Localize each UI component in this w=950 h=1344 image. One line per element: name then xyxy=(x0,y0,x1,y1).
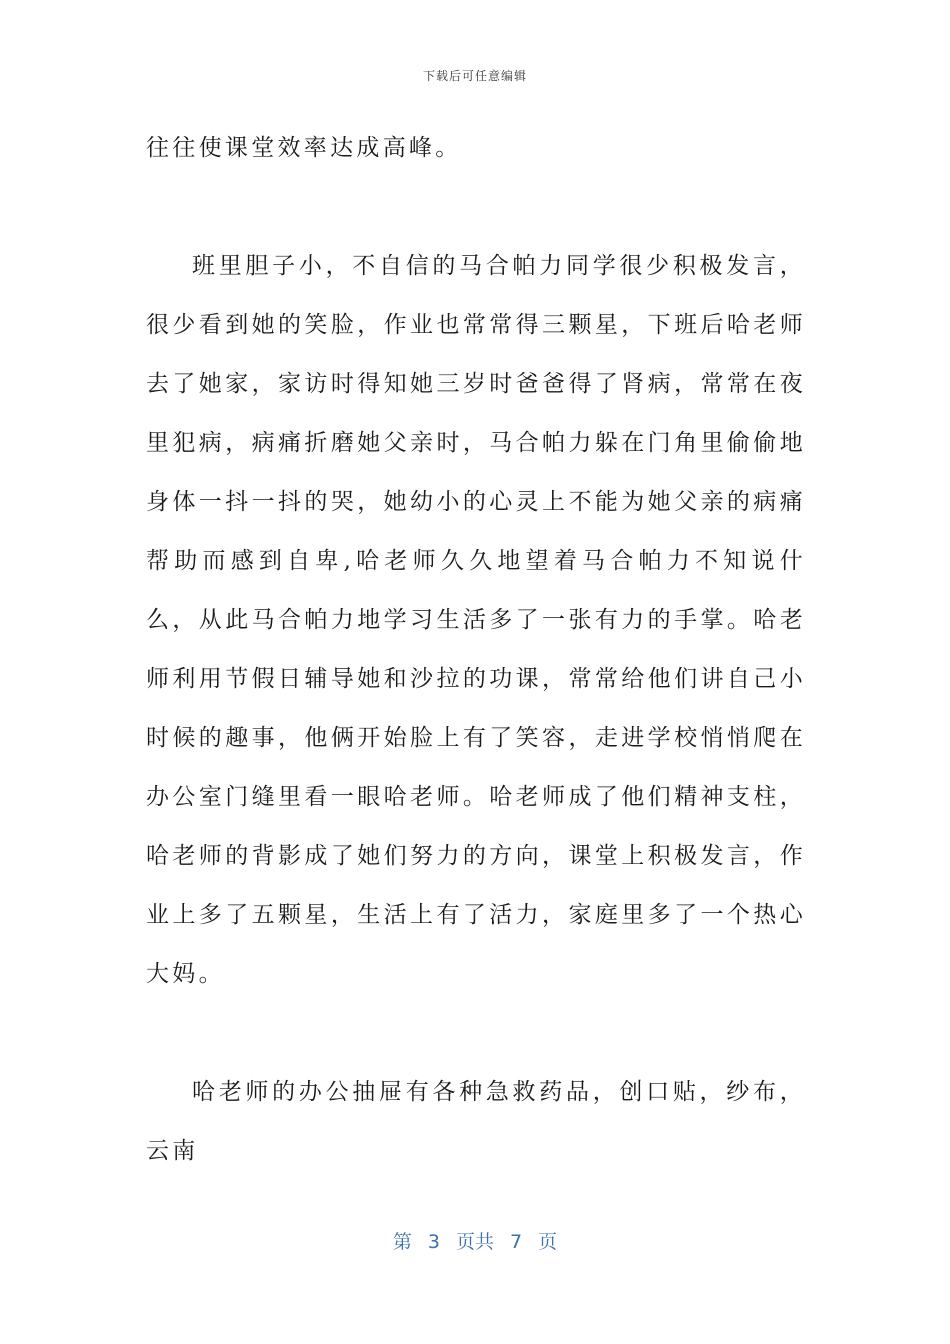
paragraph-3: 哈老师的办公抽屉有各种急救药品，创口贴，纱布，云南 xyxy=(146,1079,806,1164)
page-footer xyxy=(0,1227,950,1254)
document-body xyxy=(146,119,806,1181)
footer-total-pages: 7 xyxy=(510,1231,523,1253)
footer-total-suffix: 页 xyxy=(538,1231,558,1253)
footer-page-label: 第 xyxy=(392,1231,412,1253)
footer-total-prefix: 页共 xyxy=(455,1231,494,1253)
page-header-note: 下载后可任意编辑 xyxy=(422,69,527,83)
paragraph-2: 班里胆子小，不自信的马合帕力同学很少积极发言，很少看到她的笑脸，作业也常常得三颗星，下班后哈老师去了她家，家访时得知她三岁时爸爸得了肾病，常常在夜里犯病，病痛折磨她父亲时，马合帕力躲在门角里偷偷地身体一抖一抖的哭，她幼小的心灵上不能为她父亲的病痛帮助而感到自卑,哈老师久久地望着马合帕力不知说什么，从此马合帕力地学习生活多了一张有力的手掌。哈老师利用节假日辅导她和沙拉的功课，常常给他们讲自己小时候的趣事，他俩开始脸上有了笑容，走进学校悄悄爬在办公室门缝里看一眼哈老师。哈老师成了他们精神支柱，哈老师的背影成了她们努力的方向，课堂上积极发言，作业上多了五颗星，生活上有了活力，家庭里多了一个热心大妈。 xyxy=(146,253,806,987)
paragraph-1: 往往使课堂效率达成高峰。 xyxy=(146,135,462,161)
footer-current-page: 3 xyxy=(427,1231,440,1253)
